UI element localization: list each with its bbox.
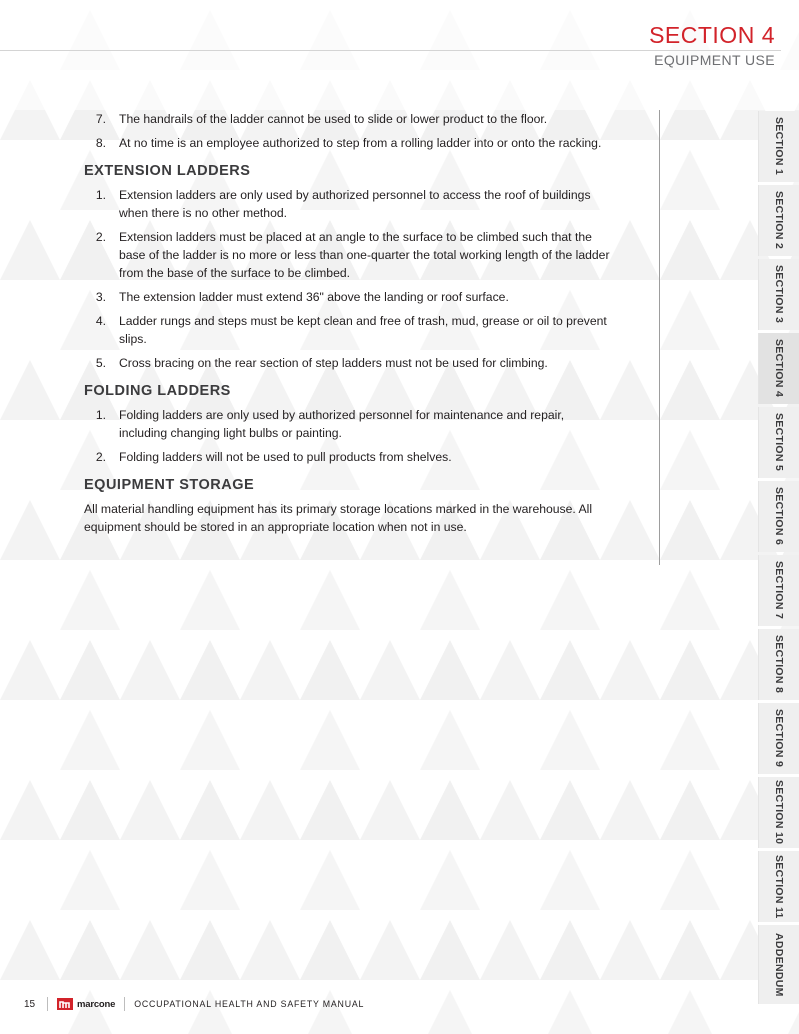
tab-section-1[interactable]: SECTION 1 — [758, 111, 799, 182]
equipment-storage-heading: EQUIPMENT STORAGE — [84, 477, 255, 493]
list-item: 2. Folding ladders will not be used to pull products from shelves. — [95, 450, 452, 464]
tab-section-3[interactable]: SECTION 3 — [758, 259, 799, 330]
extension-ladders-list — [84, 186, 615, 372]
tab-section-10[interactable]: SECTION 10 — [758, 777, 799, 848]
list-item: 7. The handrails of the ladder cannot be used to slide or lower product to the floor. — [95, 112, 548, 126]
tab-section-9[interactable]: SECTION 9 — [758, 703, 799, 774]
tab-section-5[interactable]: SECTION 5 — [758, 407, 799, 478]
page-number: 15 — [24, 998, 36, 1010]
tab-addendum[interactable]: ADDENDUM — [758, 925, 799, 1004]
tab-section-7[interactable]: SECTION 7 — [758, 555, 799, 626]
section-subtitle: EQUIPMENT USE — [654, 52, 775, 68]
manual-title: OCCUPATIONAL HEALTH AND SAFETY MANUAL — [134, 999, 365, 1009]
tab-section-8[interactable]: SECTION 8 — [758, 629, 799, 700]
marcone-logo — [57, 998, 115, 1010]
folding-ladders-heading: FOLDING LADDERS — [84, 383, 231, 399]
section-tabs — [758, 111, 799, 1007]
equipment-storage-paragraph: All material handling equipment has its primary storage locations marked in the warehouse. All equipment should be stored in an appropriate location when not in use. — [84, 502, 593, 534]
list-item: 2. Extension ladders must be placed at an angle to the surface to be climbed such that the base of the ladder is no more or less than one-quarter the total working length of the ladder from the base of the surface to be climbed. — [95, 230, 610, 280]
folding-ladders-list — [84, 406, 615, 466]
section-title: SECTION 4 — [649, 22, 775, 48]
main-content — [84, 110, 660, 565]
page-footer — [24, 995, 364, 1013]
list-item: 3. The extension ladder must extend 36" above the landing or roof surface. — [95, 290, 509, 304]
tab-section-4[interactable]: SECTION 4 — [758, 333, 799, 404]
rolling-ladder-list — [84, 110, 615, 152]
logo-wordmark: marcone — [77, 998, 116, 1010]
marcone-logo-icon — [57, 998, 73, 1010]
list-item: 5. Cross bracing on the rear section of step ladders must not be used for climbing. — [95, 356, 548, 370]
footer-divider — [47, 997, 48, 1011]
tab-section-2[interactable]: SECTION 2 — [758, 185, 799, 256]
header-divider — [0, 50, 781, 51]
list-item: 1. Folding ladders are only used by authorized personnel for maintenance and repair, including changing light bulbs or painting. — [95, 408, 565, 440]
tab-section-6[interactable]: SECTION 6 — [758, 481, 799, 552]
extension-ladders-heading: EXTENSION LADDERS — [84, 163, 251, 179]
list-item: 8. At no time is an employee authorized to step from a rolling ladder into or onto the racking. — [95, 136, 602, 150]
list-item: 1. Extension ladders are only used by authorized personnel to access the roof of buildings when there is no other method. — [95, 188, 591, 220]
footer-divider — [124, 997, 125, 1011]
tab-section-11[interactable]: SECTION 11 — [758, 851, 799, 922]
list-item: 4. Ladder rungs and steps must be kept clean and free of trash, mud, grease or oil to prevent slips. — [95, 314, 607, 346]
